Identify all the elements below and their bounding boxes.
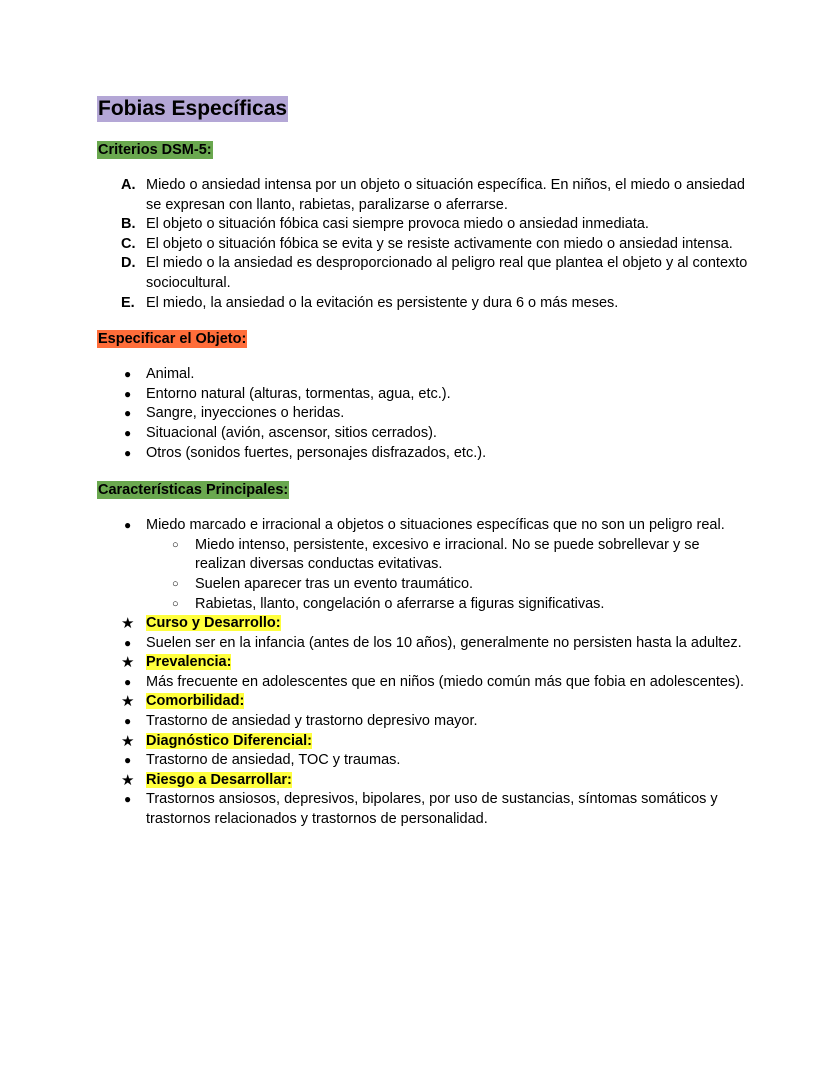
criterio-text: sociocultural. (146, 274, 231, 291)
list-item (97, 444, 777, 464)
criterio-text: El objeto o situación fóbica casi siempre provoca miedo o ansiedad inmediata. (146, 216, 649, 233)
criterio-d (97, 254, 777, 293)
section-label-riesgo (97, 771, 777, 791)
section-label: Prevalencia: (146, 654, 232, 671)
list-item (97, 424, 777, 444)
bullet-icon: ● (124, 518, 132, 533)
list-item-text: Entorno natural (alturas, tormentas, agua, etc.). (146, 385, 451, 402)
sub-item-text: Suelen aparecer tras un evento traumático. (195, 575, 474, 592)
criterio-text: El objeto o situación fóbica se evita y se resiste activamente con miedo o ansiedad intensa. (146, 235, 733, 252)
bullet-icon: ● (124, 753, 132, 768)
list-item-text: Trastornos ansiosos, depresivos, bipolares, por uso de sustancias, síntomas somáticos y (146, 791, 718, 808)
list-marker: C. (121, 235, 136, 252)
list-marker: A. (121, 177, 136, 193)
list-item (97, 712, 777, 732)
bullet-icon: ● (124, 445, 132, 460)
sub-item-text: Miedo intenso, persistente, excesivo e irracional. No se puede sobrellevar y se (195, 536, 700, 553)
section-label: Riesgo a Desarrollar: (146, 771, 292, 788)
list-item (97, 404, 777, 424)
criterio-text: se expresan con llanto, rabietas, paralizarse o aferrarse. (146, 196, 508, 213)
list-item (97, 365, 777, 385)
list-item (97, 673, 777, 693)
list-marker: E. (121, 294, 135, 311)
section-label: Comorbilidad: (146, 693, 245, 710)
circle-bullet-icon: ○ (172, 577, 179, 590)
criterio-text: El miedo o la ansiedad es desproporcionado al peligro real que plantea el objeto y al contexto (146, 255, 748, 272)
circle-bullet-icon: ○ (172, 538, 179, 551)
sub-list-item (97, 595, 777, 615)
list-item-text: Suelen ser en la infancia (antes de los 10 años), generalmente no persisten hasta la adultez. (146, 634, 742, 651)
list-item (97, 516, 777, 536)
section-label-curso (97, 614, 777, 634)
caracteristicas-heading: Características Principales: (98, 482, 289, 499)
criterio-c (97, 235, 777, 255)
list-marker: B. (121, 216, 136, 233)
list-item-text: trastornos relacionados y trastornos de personalidad. (146, 811, 488, 828)
list-item-text: Trastorno de ansiedad, TOC y traumas. (146, 752, 401, 769)
bullet-icon: ● (124, 714, 132, 729)
star-icon: ★ (121, 654, 135, 672)
especificar-list (97, 365, 777, 463)
list-item-text: Sangre, inyecciones o heridas. (146, 405, 345, 422)
sub-list-item (97, 536, 777, 575)
sub-list-item (97, 575, 777, 595)
list-item (97, 751, 777, 771)
bullet-icon: ● (124, 367, 132, 382)
especificar-heading: Especificar el Objeto: (98, 331, 247, 348)
criterios-list (97, 176, 777, 313)
section-label-comorbilidad (97, 692, 777, 712)
list-item-text: Situacional (avión, ascensor, sitios cerrados). (146, 424, 437, 441)
list-item (97, 634, 777, 654)
section-label: Diagnóstico Diferencial: (146, 732, 312, 749)
criterio-b (97, 215, 777, 235)
section-label: Curso y Desarrollo: (146, 615, 281, 632)
list-item-text: Otros (sonidos fuertes, personajes disfrazados, etc.). (146, 444, 487, 461)
bullet-icon: ● (124, 406, 132, 421)
star-icon: ★ (121, 615, 135, 633)
criterio-e (97, 294, 777, 314)
star-icon: ★ (121, 693, 135, 711)
list-marker: D. (121, 255, 136, 272)
sub-item-text: Rabietas, llanto, congelación o aferrarse a figuras significativas. (195, 595, 605, 612)
list-item-text: Más frecuente en adolescentes que en niños (miedo común más que fobia en adolescentes). (146, 673, 745, 690)
list-item-text: Trastorno de ansiedad y trastorno depresivo mayor. (146, 713, 478, 730)
list-item-text: Miedo marcado e irracional a objetos o situaciones específicas que no son un peligro real. (146, 517, 725, 534)
page-title: Fobias Específicas (98, 97, 288, 120)
list-item (97, 790, 777, 829)
section-label-prevalencia (97, 653, 777, 673)
bullet-icon: ● (124, 635, 132, 650)
bullet-icon: ● (124, 792, 132, 807)
document-page (97, 96, 777, 830)
bullet-icon: ● (124, 386, 132, 401)
criterio-a (97, 176, 777, 215)
criterio-text: El miedo, la ansiedad o la evitación es persistente y dura 6 o más meses. (146, 294, 619, 311)
bullet-icon: ● (124, 674, 132, 689)
circle-bullet-icon: ○ (172, 597, 179, 610)
star-icon: ★ (121, 732, 135, 750)
section-label-diagnostico (97, 732, 777, 752)
star-icon: ★ (121, 771, 135, 789)
criterios-heading: Criterios DSM-5: (98, 142, 212, 158)
criterio-text: Miedo o ansiedad intensa por un objeto o situación específica. En niños, el miedo o ansiedad (146, 177, 745, 193)
list-item (97, 385, 777, 405)
sub-item-text: realizan diversas conductas evitativas. (195, 556, 443, 573)
bullet-icon: ● (124, 425, 132, 440)
list-item-text: Animal. (146, 366, 195, 383)
caracteristicas-list (97, 516, 777, 830)
